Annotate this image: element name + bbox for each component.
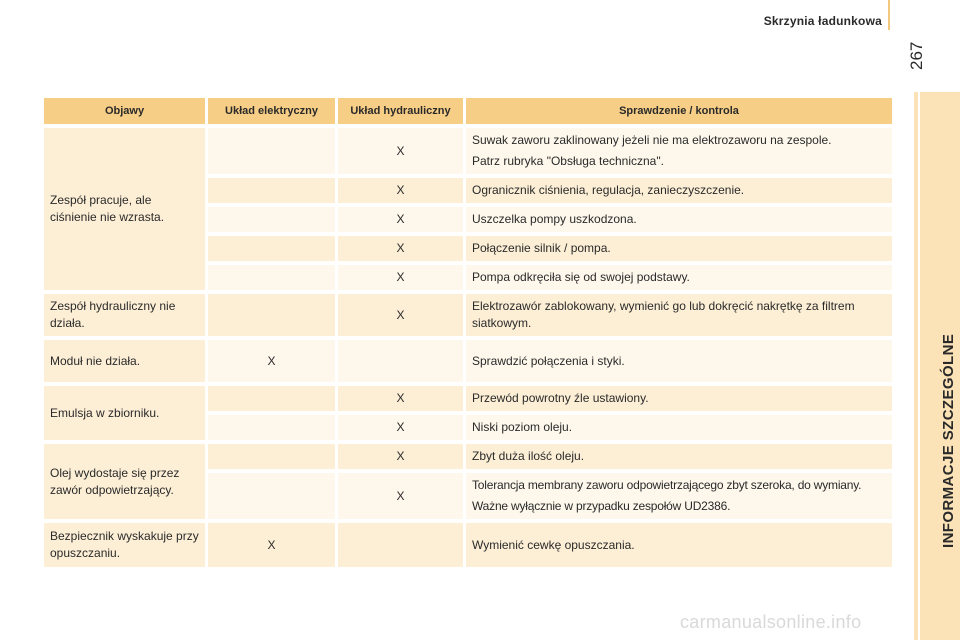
hydraulic-cell: X xyxy=(338,415,466,440)
table-header-row xyxy=(44,98,892,124)
electrical-cell xyxy=(208,207,338,232)
hydraulic-cell: X xyxy=(338,265,466,290)
page-number: 267 xyxy=(907,41,926,70)
symptom-cell: Olej wydostaje się przez zawór odpowietrzający. xyxy=(44,444,208,519)
electrical-cell xyxy=(208,178,338,203)
table-row xyxy=(44,340,892,382)
check-text-note: Ważne wyłącznie w przypadku zespołów UD2386. xyxy=(472,499,731,513)
hydraulic-cell: X xyxy=(338,236,466,261)
header-rule xyxy=(888,0,890,30)
check-text: Tolerancja membrany zaworu odpowietrzającego zbyt szeroka, do wymiany. xyxy=(472,478,862,492)
hydraulic-cell: X xyxy=(338,444,466,469)
electrical-cell xyxy=(208,294,338,336)
electrical-cell: X xyxy=(208,523,338,567)
check-cell xyxy=(466,473,892,519)
symptom-cell: Zespół hydrauliczny nie działa. xyxy=(44,294,208,336)
hydraulic-cell: X xyxy=(338,386,466,411)
check-cell: Elektrozawór zablokowany, wymienić go lub dokręcić nakrętkę za filtrem siatkowym. xyxy=(466,294,892,336)
check-cell: Ogranicznik ciśnienia, regulacja, zanieczyszczenie. xyxy=(466,178,892,203)
check-cell: Uszczelka pompy uszkodzona. xyxy=(466,207,892,232)
check-cell: Wymienić cewkę opuszczania. xyxy=(466,523,892,567)
table-row xyxy=(44,444,892,469)
check-cell: Sprawdzić połączenia i styki. xyxy=(466,340,892,382)
troubleshooting-table xyxy=(44,94,892,571)
check-cell: Połączenie silnik / pompa. xyxy=(466,236,892,261)
check-cell: Pompa odkręciła się od swojej podstawy. xyxy=(466,265,892,290)
electrical-cell xyxy=(208,444,338,469)
symptom-cell: Bezpiecznik wyskakuje przy opuszczaniu. xyxy=(44,523,208,567)
check-cell: Niski poziom oleju. xyxy=(466,415,892,440)
electrical-cell xyxy=(208,415,338,440)
symptom-cell: Zespół pracuje, ale ciśnienie nie wzrasta. xyxy=(44,128,208,290)
page-header-title: Skrzynia ładunkowa xyxy=(763,14,882,28)
hydraulic-cell xyxy=(338,340,466,382)
watermark: carmanualsonline.info xyxy=(680,612,862,632)
electrical-cell xyxy=(208,128,338,174)
column-header-check: Sprawdzenie / kontrola xyxy=(466,98,892,124)
hydraulic-cell xyxy=(338,523,466,567)
hydraulic-cell: X xyxy=(338,178,466,203)
electrical-cell xyxy=(208,386,338,411)
symptom-cell: Emulsja w zbiorniku. xyxy=(44,386,208,440)
hydraulic-cell: X xyxy=(338,294,466,336)
electrical-cell xyxy=(208,473,338,519)
symptom-cell: Moduł nie działa. xyxy=(44,340,208,382)
check-cell xyxy=(466,128,892,174)
check-text: Suwak zaworu zaklinowany jeżeli nie ma elektrozaworu na zespole. xyxy=(472,133,832,147)
column-header-hydraulic: Układ hydrauliczny xyxy=(338,98,466,124)
table-row xyxy=(44,523,892,567)
table-row xyxy=(44,386,892,411)
table-row xyxy=(44,294,892,336)
hydraulic-cell: X xyxy=(338,128,466,174)
electrical-cell: X xyxy=(208,340,338,382)
electrical-cell xyxy=(208,236,338,261)
side-tab-label: INFORMACJE SZCZEGÓLNE xyxy=(940,333,957,548)
column-header-symptoms: Objawy xyxy=(44,98,208,124)
hydraulic-cell: X xyxy=(338,473,466,519)
hydraulic-cell: X xyxy=(338,207,466,232)
check-cell: Przewód powrotny źle ustawiony. xyxy=(466,386,892,411)
column-header-electrical: Układ elektryczny xyxy=(208,98,338,124)
check-text-note: Patrz rubryka "Obsługa techniczna". xyxy=(472,154,664,168)
check-cell: Zbyt duża ilość oleju. xyxy=(466,444,892,469)
electrical-cell xyxy=(208,265,338,290)
table-row xyxy=(44,128,892,174)
